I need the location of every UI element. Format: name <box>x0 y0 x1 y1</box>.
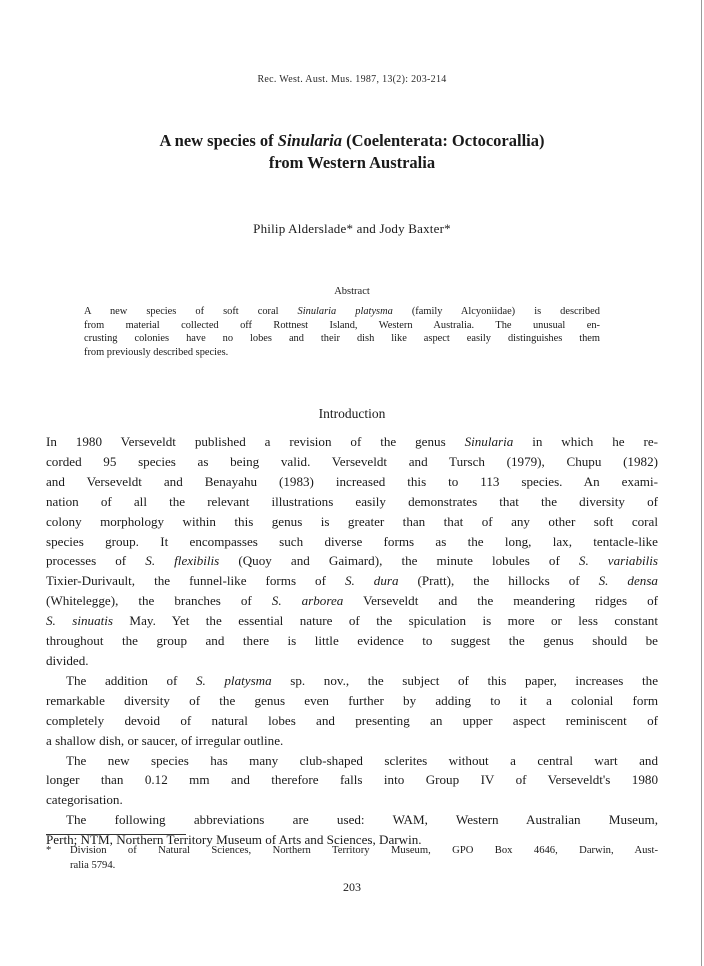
text-run: from material collected off Rottnest Island, Western Australia. The unusual en- <box>84 319 600 331</box>
text-run: colony morphology within this genus is greater than that of any other soft coral <box>46 513 658 529</box>
text-run: categorisation. <box>46 792 123 808</box>
text-line <box>46 492 658 512</box>
taxon-name: S. variabilis <box>578 553 658 569</box>
text-run: In 1980 Verseveldt published a revision of the genus <box>46 434 465 449</box>
text-line <box>84 346 600 360</box>
text-line <box>46 770 658 790</box>
taxon-name: S. flexibilis <box>145 553 220 569</box>
text-line <box>84 332 600 346</box>
introduction-heading: Introduction <box>318 406 386 421</box>
taxon-name: S. densa <box>598 573 658 589</box>
text-line <box>46 671 658 691</box>
text-line <box>46 651 658 671</box>
taxon-name: Sinularia <box>464 434 514 449</box>
text-run: May. Yet the essential nature of the spiculation is more or less constant <box>113 613 658 629</box>
abstract-text <box>84 305 600 360</box>
text-run: remarkable diversity of the genus even further by adding to it a colonial form <box>46 692 658 708</box>
paragraph-3 <box>46 751 658 811</box>
text-line <box>46 810 658 830</box>
paragraph-2 <box>46 671 658 751</box>
text-line <box>84 305 600 319</box>
text-run: from previously described species. <box>84 347 229 359</box>
text-line <box>46 551 658 571</box>
text-run: The following abbreviations are used: WAM, Western Australian Museum, <box>66 812 658 828</box>
taxon-name: S. dura <box>344 573 399 589</box>
text-run: longer than 0.12 mm and therefore falls into Group IV of Verseveldt's 1980 <box>46 772 658 788</box>
text-run: divided. <box>46 652 89 668</box>
text-run: in which he re- <box>513 434 658 449</box>
text-line <box>46 472 658 492</box>
journal-reference: Rec. West. Aust. Mus. 1987, 13(2): 203-214 <box>257 74 447 85</box>
footnote-divider <box>46 834 186 835</box>
text-run: (Whitelegge), the branches of <box>46 593 272 609</box>
text-run: and Verseveldt and Benayahu (1983) increased this to 113 species. An exami- <box>46 473 658 489</box>
text-run: species group. It encompasses such diverse forms as the long, lax, tentacle-like <box>46 533 658 549</box>
text-run: The new species has many club-shaped sclerites without a central wart and <box>66 752 658 768</box>
text-line <box>46 532 658 552</box>
scan-edge <box>701 0 702 966</box>
text-run: sp. nov., the subject of this paper, increases the <box>271 672 658 688</box>
text-run: Verseveldt and the meandering ridges of <box>343 593 658 609</box>
text-line <box>46 512 658 532</box>
text-line <box>46 611 658 631</box>
paragraph-1 <box>46 432 658 671</box>
text-line <box>46 731 658 751</box>
text-line <box>46 711 658 731</box>
footnote-line-2: ralia 5794. <box>70 860 116 871</box>
text-line <box>46 452 658 472</box>
text-run: nation of all the relevant illustrations easily demonstrates that the diversity of <box>46 493 658 509</box>
text-run: Tixier-Durivault, the funnel-like forms of <box>46 573 345 589</box>
taxon-name: Sinularia platysma <box>297 306 393 317</box>
text-line <box>46 790 658 810</box>
text-run: Perth; NTM, Northern Territory Museum of Arts and Sciences, Darwin. <box>46 832 422 848</box>
text-line <box>46 571 658 591</box>
text-run: The addition of <box>66 672 196 688</box>
text-run: crusting colonies have no lobes and their dish like aspect easily distinguishes them <box>84 333 600 345</box>
text-run: corded 95 species as being valid. Verseveldt and Tursch (1979), Chupu (1982) <box>46 453 658 469</box>
taxon-name: S. platysma <box>195 672 272 688</box>
paper-title <box>60 130 644 174</box>
page-number: 203 <box>343 880 361 894</box>
text-line <box>46 751 658 771</box>
text-run: A new species of soft coral <box>84 306 298 317</box>
title-line-2: from Western Australia <box>268 153 436 172</box>
footnote-line-1: * Division of Natural Sciences, Northern Territory Museum, GPO Box 4646, Darwin, Aust- <box>46 845 658 856</box>
footnote <box>46 843 658 873</box>
text-line <box>46 591 658 611</box>
taxon-name: S. arborea <box>271 593 344 609</box>
title-line-1: A new species of Sinularia (Coelenterata: Octocorallia) <box>159 131 545 150</box>
text-run: (Quoy and Gaimard), the minute lobules of <box>219 553 579 569</box>
text-line <box>46 432 658 452</box>
text-line <box>46 631 658 651</box>
text-run: a shallow dish, or saucer, of irregular outline. <box>46 732 284 748</box>
taxon-name: S. sinuatis <box>46 613 113 629</box>
text-run: (family Alcyoniidae) is described <box>392 306 600 317</box>
author-list: Philip Alderslade* and Jody Baxter* <box>253 221 451 236</box>
text-run: throughout the group and there is little evidence to suggest the genus should be <box>46 633 658 649</box>
footnote-mark: * <box>46 845 52 856</box>
introduction-body <box>46 432 658 850</box>
text-run: completely devoid of natural lobes and presenting an upper aspect reminiscent of <box>46 712 658 728</box>
abstract-heading: Abstract <box>334 286 370 297</box>
genus-name: Sinularia <box>277 131 342 150</box>
text-line <box>84 319 600 333</box>
text-line <box>46 691 658 711</box>
text-run: processes of <box>46 553 146 569</box>
text-run: (Pratt), the hillocks of <box>398 573 599 589</box>
